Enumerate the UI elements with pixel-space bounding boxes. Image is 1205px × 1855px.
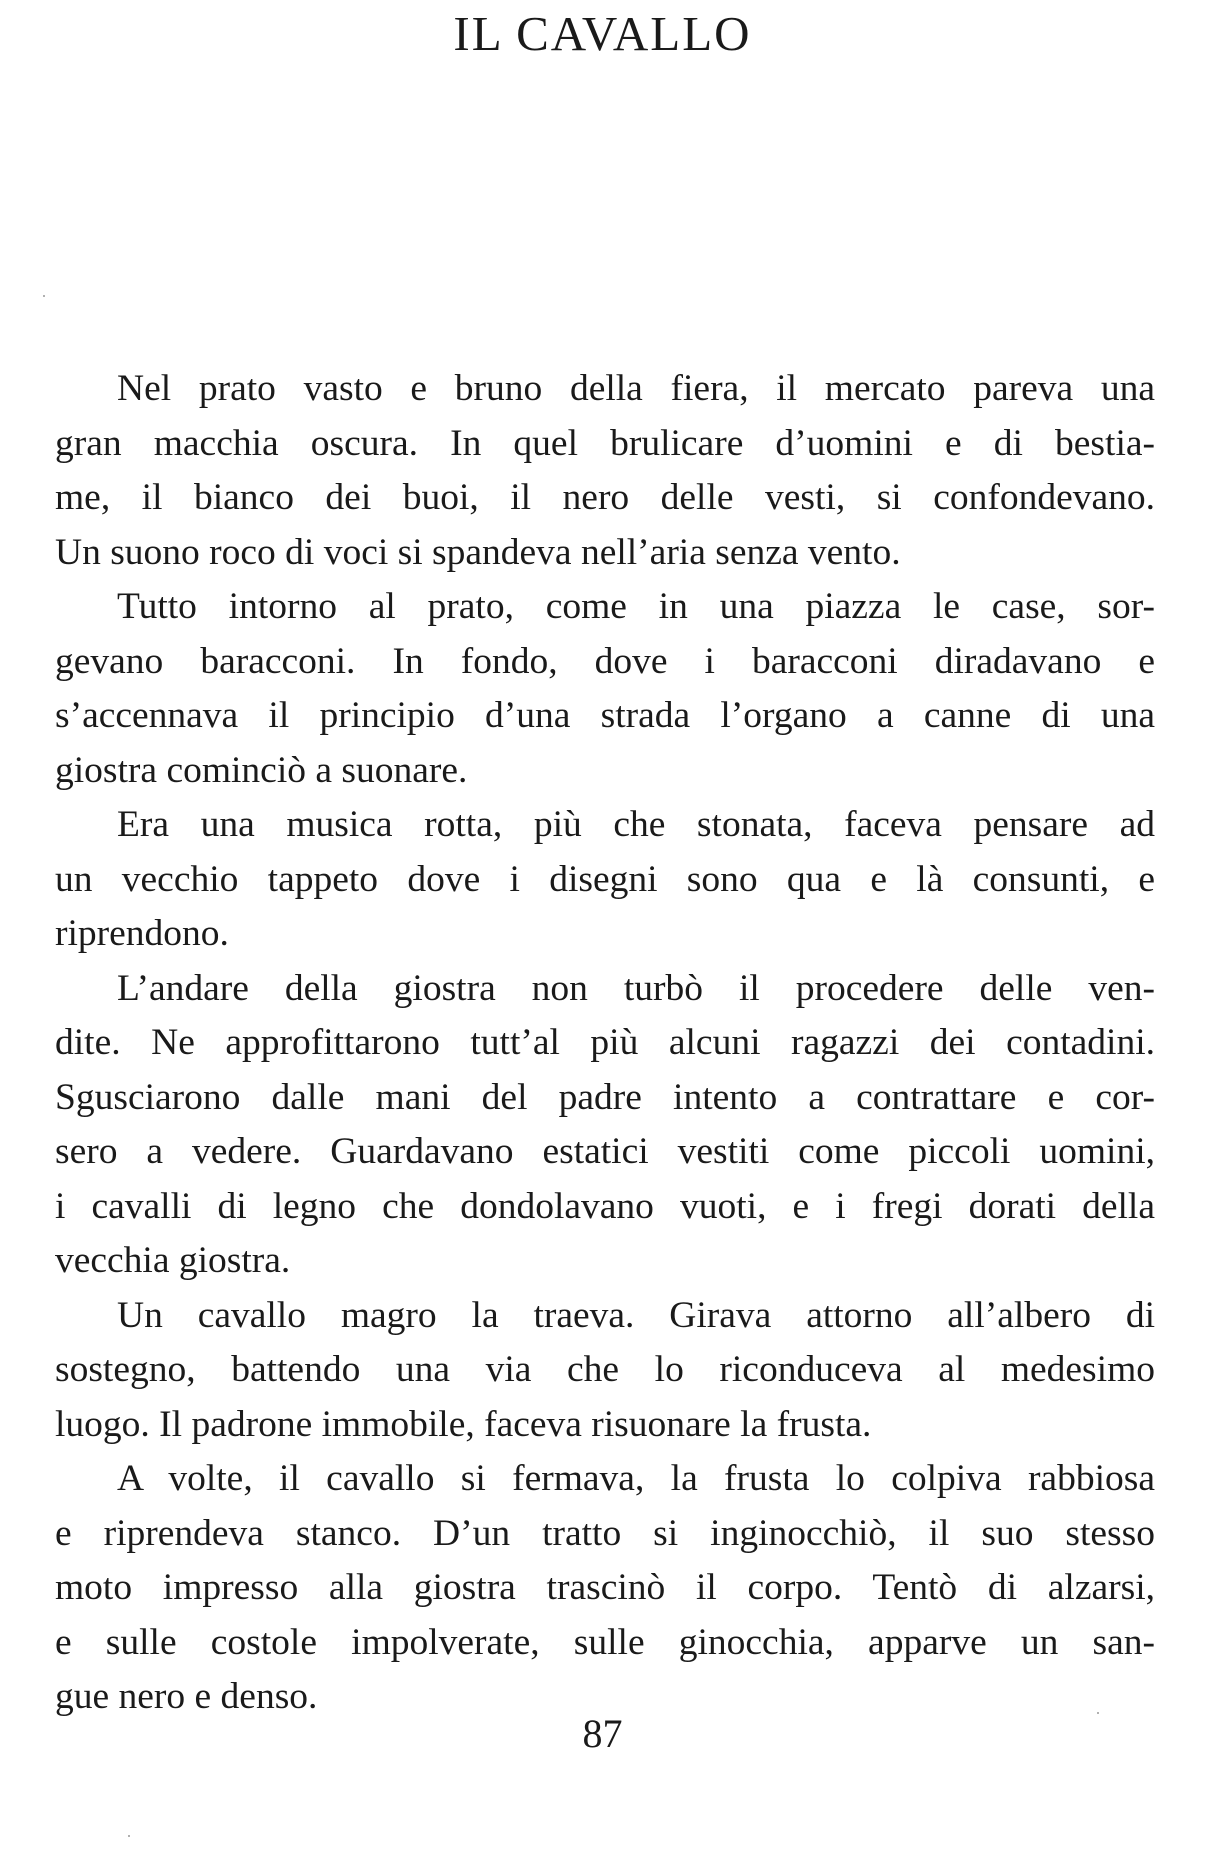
text-line: gran macchia oscura. In quel brulicare d’uomini e di bestia- [55, 422, 1155, 464]
text-line: Tutto intorno al prato, come in una piazza le case, sor- [117, 586, 1155, 627]
text-line: s’accennava il principio d’una strada l’organo a canne di una [55, 695, 1155, 736]
text-line: sero a vedere. Guardavano estatici vestiti come piccoli uomini, [55, 1131, 1155, 1172]
text-line: vecchia giostra. [55, 1240, 291, 1281]
text-line: Nel prato vasto e bruno della fiera, il mercato pareva una [117, 368, 1155, 409]
text-line: Un suono roco di voci si spandeva nell’aria senza vento. [55, 531, 901, 573]
chapter-body [55, 362, 1155, 1725]
text-line: giostra cominciò a suonare. [55, 749, 468, 791]
chapter-title: IL CAVALLO [453, 6, 752, 61]
text-line: moto impresso alla giostra trascinò il corpo. Tentò di alzarsi, [55, 1567, 1155, 1608]
paper-speck [128, 1835, 130, 1837]
text-line: riprendono. [55, 913, 229, 954]
text-line: Un cavallo magro la traeva. Girava attorno all’albero di [117, 1294, 1155, 1336]
paper-speck [1097, 1712, 1099, 1714]
paragraph [55, 362, 1155, 580]
text-line: dite. Ne approfittarono tutt’al più alcuni ragazzi dei contadini. [55, 1022, 1155, 1063]
paragraph [55, 798, 1155, 962]
paragraph [55, 1289, 1155, 1453]
text-line: un vecchio tappeto dove i disegni sono qua e là consunti, e [55, 858, 1155, 900]
text-line: me, il bianco dei buoi, il nero delle vesti, si confondevano. [55, 477, 1155, 518]
text-line: gevano baracconi. In fondo, dove i baracconi diradavano e [55, 640, 1155, 682]
paragraph [55, 580, 1155, 798]
text-line: A volte, il cavallo si fermava, la frusta lo colpiva rabbiosa [117, 1458, 1155, 1499]
text-line: Sgusciarono dalle mani del padre intento a contrattare e cor- [55, 1076, 1155, 1118]
text-line: i cavalli di legno che dondolavano vuoti, e i fregi dorati della [55, 1185, 1155, 1227]
paper-speck [43, 295, 45, 297]
text-line: Era una musica rotta, più che stonata, faceva pensare ad [117, 804, 1155, 845]
text-line: luogo. Il padrone immobile, faceva risuonare la frusta. [55, 1403, 872, 1445]
text-line: L’andare della giostra non turbò il procedere delle ven- [117, 967, 1155, 1009]
paragraph [55, 962, 1155, 1289]
text-line: gue nero e denso. [55, 1676, 318, 1717]
page-number: 87 [582, 1711, 623, 1756]
paragraph [55, 1452, 1155, 1725]
text-line: e sulle costole impolverate, sulle ginocchia, apparve un san- [55, 1621, 1155, 1663]
text-line: e riprendeva stanco. D’un tratto si inginocchiò, il suo stesso [55, 1512, 1155, 1554]
text-line: sostegno, battendo una via che lo riconduceva al medesimo [55, 1349, 1155, 1390]
